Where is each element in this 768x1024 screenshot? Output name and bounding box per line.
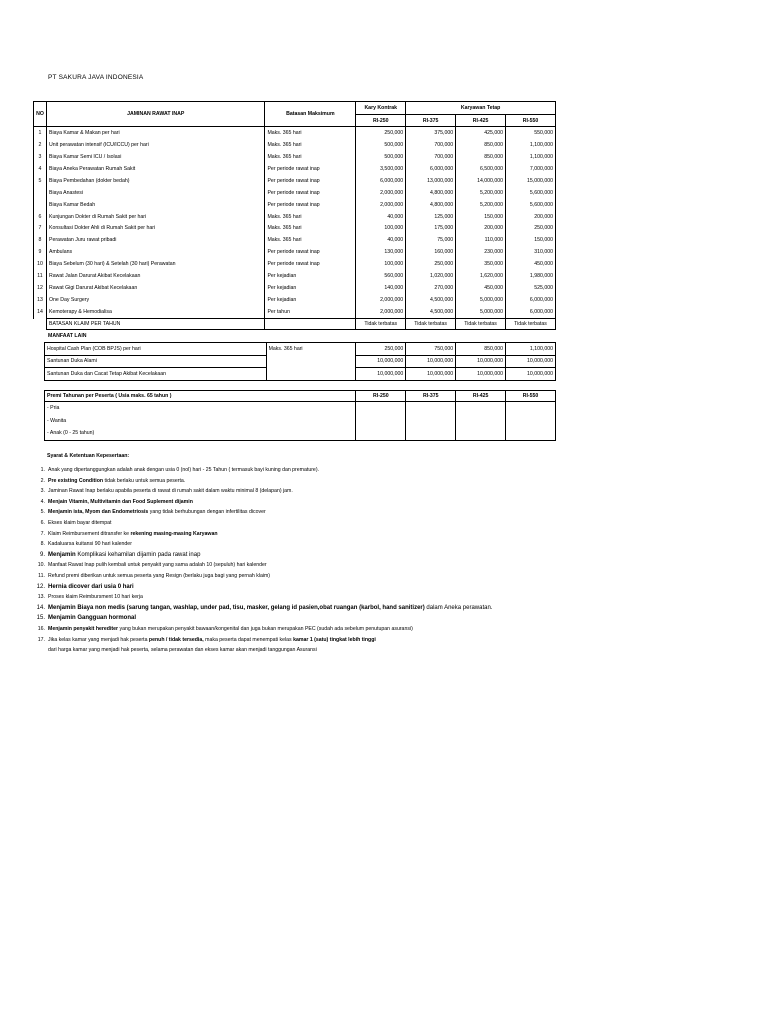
table-row xyxy=(45,368,556,381)
terms-item xyxy=(33,560,733,571)
terms-item xyxy=(33,476,733,487)
benefit-value: 5,600,000 xyxy=(506,187,556,199)
benefit-value: 850,000 xyxy=(456,151,506,163)
benefit-value: 6,000,000 xyxy=(356,175,406,187)
table-row xyxy=(34,234,556,246)
terms-item xyxy=(33,539,733,550)
benefit-value: 10,000,000 xyxy=(406,368,456,381)
terms-item xyxy=(33,635,733,646)
terms-item xyxy=(33,613,733,624)
terms-item xyxy=(33,507,733,518)
benefit-limit xyxy=(266,368,356,381)
benefit-value: 550,000 xyxy=(506,127,556,139)
table-row xyxy=(34,246,556,258)
benefit-name: Santunan Duka dan Cacat Tetap Akibat Kecelakaan xyxy=(45,368,267,381)
terms-item-bold-text: Menjamin xyxy=(48,551,76,558)
row-number: 7 xyxy=(34,223,47,235)
table-row xyxy=(45,427,556,440)
row-number: 1 xyxy=(34,127,47,139)
benefit-value: 450,000 xyxy=(506,258,556,270)
benefit-limit: Maks. 365 hari xyxy=(265,223,356,235)
terms-item-text: yang tidak berhubungan dengan infertilitas dicover xyxy=(148,509,266,516)
benefit-value: 75,000 xyxy=(406,234,456,246)
terms-item xyxy=(33,497,733,508)
benefit-name: Kunjungan Dokter di Rumah Sakit per hari xyxy=(46,211,264,223)
benefit-name: Hospital Cash Plan (COB BPJS) per hari xyxy=(45,343,267,356)
table-row xyxy=(34,151,556,163)
benefit-value: 6,000,000 xyxy=(506,306,556,318)
premium-header-row xyxy=(45,391,556,402)
benefit-value: 250,000 xyxy=(506,223,556,235)
terms-item xyxy=(33,603,733,614)
benefit-value: 1,980,000 xyxy=(506,270,556,282)
benefit-value: 10,000,000 xyxy=(456,368,506,381)
terms-item-number: 8. xyxy=(40,541,45,548)
table-row xyxy=(34,211,556,223)
premium-value xyxy=(456,415,506,428)
col-header-benefit: JAMINAN RAWAT INAP xyxy=(46,102,264,127)
terms-item xyxy=(33,486,733,497)
benefit-value: 175,000 xyxy=(406,223,456,235)
terms-item-text: Manfaat Rawat Inap pulih kembali untuk penyakit yang sama adalah 10 (sepuluh) hari kalender xyxy=(48,562,267,569)
terms-item-bold-text: Pre existing Condition xyxy=(48,477,104,484)
terms-item-bold-text: Menjamin Gangguan hormonal xyxy=(48,615,137,622)
terms-item xyxy=(33,592,733,603)
terms-item-number: 10. xyxy=(37,562,45,569)
benefit-value: 40,000 xyxy=(356,211,406,223)
row-number: 6 xyxy=(34,211,47,223)
terms-item-text: Jika kelas kamar yang menjadi hak peserta xyxy=(48,636,149,643)
premium-value xyxy=(356,427,406,440)
benefit-name: Rawat Gigi Darurat Akibat Kecelakaan xyxy=(46,282,264,294)
benefit-value: 310,000 xyxy=(506,246,556,258)
benefit-value: 425,000 xyxy=(456,127,506,139)
benefit-limit: Per periode rawat inap xyxy=(265,258,356,270)
premium-value xyxy=(356,415,406,428)
premium-value xyxy=(406,427,456,440)
terms-item-number: 5. xyxy=(40,509,45,516)
benefit-value: 10,000,000 xyxy=(356,355,406,368)
table-row xyxy=(45,355,556,368)
terms-item xyxy=(33,624,733,635)
benefit-name: Biaya Kamar Bedah xyxy=(46,199,264,211)
benefit-name: Perawatan Juru rawat pribadi xyxy=(46,234,264,246)
benefit-value: 700,000 xyxy=(406,139,456,151)
terms-item xyxy=(33,571,733,582)
benefit-name: Biaya Pembedahan (dokter bedah) xyxy=(46,175,264,187)
benefit-value: 150,000 xyxy=(456,211,506,223)
benefit-value: 160,000 xyxy=(406,246,456,258)
row-number: 3 xyxy=(34,151,47,163)
terms-item xyxy=(33,465,733,476)
benefit-limit: Maks. 365 hari xyxy=(266,343,356,356)
benefit-name: Biaya Anastesi xyxy=(46,187,264,199)
benefit-value: 850,000 xyxy=(456,139,506,151)
premium-category: - Wanita xyxy=(45,415,356,428)
terms-item-number: 13. xyxy=(37,594,45,601)
benefit-value: 750,000 xyxy=(406,343,456,356)
terms-item xyxy=(33,518,733,529)
benefit-value: 14,000,000 xyxy=(456,175,506,187)
row-number: 12 xyxy=(34,282,47,294)
table-row xyxy=(34,127,556,139)
terms-section xyxy=(33,453,733,656)
col-header-kary-kontrak: Kary Kontrak xyxy=(356,102,406,115)
table-row xyxy=(34,282,556,294)
col-header-plan: RI-375 xyxy=(406,391,456,402)
col-header-karyawan-tetap: Karyawan Tetap xyxy=(406,102,556,115)
benefit-value: 2,000,000 xyxy=(356,294,406,306)
row-number: 13 xyxy=(34,294,47,306)
terms-continuation: dari harga kamar yang menjadi hak peserta, selama perawatan dan ekses kamar akan menjadi tanggungan Asuransi xyxy=(48,647,317,654)
benefit-value: 1,620,000 xyxy=(456,270,506,282)
premium-header: Premi Tahunan per Peserta ( Usia maks. 65 tahun ) xyxy=(45,391,356,402)
terms-item-bold-text: Menjamin ista, Myom dan Endometriosis xyxy=(48,509,149,516)
terms-item-text: Klaim Reimbursement ditransfer ke xyxy=(48,530,131,537)
benefit-name: Biaya Kamar & Makan per hari xyxy=(46,127,264,139)
company-name: PT SAKURA JAVA INDONESIA xyxy=(48,74,144,81)
terms-item-number: 7. xyxy=(40,530,45,537)
benefit-value: 10,000,000 xyxy=(406,355,456,368)
terms-item xyxy=(33,529,733,540)
annual-claim-limit-label: BATASAN KLAIM PER TAHUN xyxy=(46,319,264,330)
row-number: 9 xyxy=(34,246,47,258)
benefit-value: 250,000 xyxy=(356,127,406,139)
terms-item-number: 16. xyxy=(37,625,45,632)
table-row xyxy=(45,402,556,415)
benefit-value: 2,000,000 xyxy=(356,187,406,199)
benefit-name: Kemoterapy & Hemodialisa xyxy=(46,306,264,318)
benefit-value: 5,200,000 xyxy=(456,187,506,199)
terms-item-bold-text: kamar 1 (satu) tingkat lebih tinggi xyxy=(293,636,376,643)
benefit-value: 200,000 xyxy=(506,211,556,223)
benefit-value: 250,000 xyxy=(406,258,456,270)
col-header-plan: RI-550 xyxy=(506,391,556,402)
benefit-value: 850,000 xyxy=(456,343,506,356)
row-number xyxy=(34,199,47,211)
benefit-name: Santunan Duka Alami xyxy=(45,355,267,368)
benefit-value: 15,000,000 xyxy=(506,175,556,187)
benefit-value: 7,000,000 xyxy=(506,163,556,175)
benefit-limit: Maks. 365 hari xyxy=(265,139,356,151)
premium-value xyxy=(506,427,556,440)
premium-value xyxy=(456,427,506,440)
benefit-name: Unit perawatan intensif (ICU/ICCU) per hari xyxy=(46,139,264,151)
table-row xyxy=(34,294,556,306)
terms-title: Syarat & Ketentuan Kepesertaan: xyxy=(47,453,130,459)
row-number xyxy=(34,187,47,199)
table-row xyxy=(34,199,556,211)
terms-item-number: 6. xyxy=(40,519,45,526)
col-header-plan: RI-425 xyxy=(456,115,506,127)
benefit-limit: Per kejadian xyxy=(265,282,356,294)
benefit-limit: Maks. 365 hari xyxy=(265,127,356,139)
benefit-value: 5,600,000 xyxy=(506,199,556,211)
benefit-value: 560,000 xyxy=(356,270,406,282)
row-number: 11 xyxy=(34,270,47,282)
premium-value xyxy=(406,415,456,428)
benefit-value: 4,500,000 xyxy=(406,306,456,318)
premium-category: - Anak (0 - 25 tahun) xyxy=(45,427,356,440)
annual-claim-limit-row xyxy=(34,319,556,330)
benefit-value: 150,000 xyxy=(506,234,556,246)
benefit-value: 100,000 xyxy=(356,223,406,235)
premium-value xyxy=(506,415,556,428)
row-number: 5 xyxy=(34,175,47,187)
benefit-value: 6,500,000 xyxy=(456,163,506,175)
annual-claim-limit-value: Tidak terbatas xyxy=(506,319,556,330)
col-header-plan: RI-425 xyxy=(456,391,506,402)
benefit-name: Biaya Aneka Perawatan Rumah Sakit xyxy=(46,163,264,175)
benefit-limit: Per periode rawat inap xyxy=(265,175,356,187)
benefit-limit: Per kejadian xyxy=(265,270,356,282)
annual-claim-limit-blank xyxy=(265,319,356,330)
terms-item-text: Refund premi diberikan untuk semua peserta yang Resign (berlaku juga bagi yang pernah klaim) xyxy=(48,572,271,579)
benefit-value: 6,000,000 xyxy=(506,294,556,306)
annual-claim-limit-value: Tidak terbatas xyxy=(456,319,506,330)
benefit-value: 4,800,000 xyxy=(406,199,456,211)
benefit-value: 1,100,000 xyxy=(506,343,556,356)
terms-item-text: yang bukan merupakan penyakit bawaan/kongenital dan juga bukan merupakan PEC (sudah ada sebelum penutupan asuransi) xyxy=(118,625,413,632)
benefit-value: 450,000 xyxy=(456,282,506,294)
table-row xyxy=(45,415,556,428)
table-row xyxy=(34,163,556,175)
benefit-name: Biaya Sebelum (30 hari) & Setelah (30 hari) Perawatan xyxy=(46,258,264,270)
table-row xyxy=(34,258,556,270)
table-row xyxy=(45,343,556,356)
terms-item-number: 12. xyxy=(36,583,45,590)
benefit-value: 13,000,000 xyxy=(406,175,456,187)
terms-item-text: Anak yang dipertanggungkan adalah anak dengan usia 0 (nol) hari - 25 Tahun ( termasuk bayi kuning dan premature). xyxy=(48,467,319,473)
terms-item-text: tidak berlaku untuk semua peserta. xyxy=(103,477,186,484)
benefit-name: Konsultasi Dokter Ahli di Rumah Sakit per hari xyxy=(46,223,264,235)
benefit-value: 6,000,000 xyxy=(406,163,456,175)
terms-item-bold-text: Menjamin penyakit herediter xyxy=(48,625,119,632)
benefit-value: 5,000,000 xyxy=(456,294,506,306)
benefit-value: 525,000 xyxy=(506,282,556,294)
table-row xyxy=(34,270,556,282)
table-row xyxy=(34,187,556,199)
terms-item-text: dalam Aneka perawatan. xyxy=(424,604,493,611)
row-number: 14 xyxy=(34,306,47,318)
row-number: 8 xyxy=(34,234,47,246)
other-benefits-table xyxy=(44,342,556,381)
col-header-plan: RI-550 xyxy=(506,115,556,127)
benefit-value: 125,000 xyxy=(406,211,456,223)
benefit-value: 500,000 xyxy=(356,151,406,163)
benefit-value: 700,000 xyxy=(406,151,456,163)
benefit-value: 350,000 xyxy=(456,258,506,270)
benefit-value: 1,100,000 xyxy=(506,151,556,163)
benefit-name: Biaya Kamar Semi ICU / Isolasi xyxy=(46,151,264,163)
terms-item-bold-text: penuh / tidak tersedia, xyxy=(148,636,204,643)
benefit-value: 2,000,000 xyxy=(356,199,406,211)
terms-item xyxy=(33,550,733,561)
premium-value xyxy=(356,402,406,415)
benefit-value: 2,000,000 xyxy=(356,306,406,318)
inpatient-benefit-table xyxy=(33,101,556,330)
col-header-plan: RI-250 xyxy=(356,115,406,127)
benefit-limit: Per periode rawat inap xyxy=(265,163,356,175)
benefit-value: 5,000,000 xyxy=(456,306,506,318)
terms-item xyxy=(33,582,733,593)
terms-item-bold-text: Hernia dicover dari usia 0 hari xyxy=(48,583,134,590)
benefit-value: 10,000,000 xyxy=(506,355,556,368)
benefit-value: 4,800,000 xyxy=(406,187,456,199)
benefit-value: 1,020,000 xyxy=(406,270,456,282)
terms-item-text: Ekses klaim bayar ditempat xyxy=(48,519,112,526)
terms-item-bold-text: Menjain Vitamin, Multivitamin dan Food Suplement dijamin xyxy=(48,498,193,505)
benefit-name: One Day Surgery xyxy=(46,294,264,306)
col-header-plan: RI-250 xyxy=(356,391,406,402)
benefit-limit: Per periode rawat inap xyxy=(265,187,356,199)
terms-item-number: 4. xyxy=(40,498,45,505)
terms-item-number: 14. xyxy=(36,604,45,611)
benefit-value: 100,000 xyxy=(356,258,406,270)
terms-item-number: 2. xyxy=(40,477,45,484)
benefit-limit: Per periode rawat inap xyxy=(265,199,356,211)
benefit-limit: Per kejadian xyxy=(265,294,356,306)
premium-value xyxy=(406,402,456,415)
col-header-no: NO xyxy=(34,102,47,127)
benefit-value: 10,000,000 xyxy=(356,368,406,381)
benefit-value: 40,000 xyxy=(356,234,406,246)
terms-item-text: Proses klaim Reimbursment 10 hari kerja xyxy=(48,594,143,601)
benefit-value: 5,200,000 xyxy=(456,199,506,211)
benefit-limit xyxy=(266,355,356,368)
benefit-value: 3,500,000 xyxy=(356,163,406,175)
terms-item-text: maka peserta dapat menempati kelas xyxy=(203,636,294,643)
terms-item-number: 1. xyxy=(40,467,45,473)
benefit-value: 500,000 xyxy=(356,139,406,151)
row-number: 10 xyxy=(34,258,47,270)
terms-item-text: Kadaluarsa kuitansi 90 hari kalender xyxy=(48,541,132,548)
premium-value xyxy=(456,402,506,415)
benefit-value: 10,000,000 xyxy=(506,368,556,381)
benefit-limit: Per tahun xyxy=(265,306,356,318)
terms-item-number: 9. xyxy=(39,551,45,558)
annual-claim-limit-value: Tidak terbatas xyxy=(356,319,406,330)
premium-table xyxy=(44,390,556,441)
col-header-limit: Batasan Maksimum xyxy=(265,102,356,127)
table-row xyxy=(34,175,556,187)
benefit-value: 375,000 xyxy=(406,127,456,139)
benefit-value: 230,000 xyxy=(456,246,506,258)
terms-item-bold-text: rekening masing-masing Karyawan xyxy=(130,530,218,537)
benefit-value: 130,000 xyxy=(356,246,406,258)
terms-item-number: 17. xyxy=(37,636,45,643)
benefit-value: 140,000 xyxy=(356,282,406,294)
terms-list xyxy=(33,465,733,645)
table-row xyxy=(34,223,556,235)
benefit-value: 1,100,000 xyxy=(506,139,556,151)
premium-category: - Pria xyxy=(45,402,356,415)
benefit-value: 4,500,000 xyxy=(406,294,456,306)
col-header-plan: RI-375 xyxy=(406,115,456,127)
table-row xyxy=(34,306,556,318)
benefit-value: 270,000 xyxy=(406,282,456,294)
benefit-limit: Maks. 365 hari xyxy=(265,151,356,163)
terms-item-bold-text: Menjamin Biaya non medis (sarung tangan, washlap, under pad, tisu, masker, gelang id pasien,obat ruangan (karbol, hand sanitizer) xyxy=(48,604,425,611)
benefit-name: Rawat Jalan Darurat Akibat Kecelakaan xyxy=(46,270,264,282)
benefit-limit: Maks. 365 hari xyxy=(265,234,356,246)
terms-item-number: 15. xyxy=(36,615,45,622)
row-number: 2 xyxy=(34,139,47,151)
other-benefits-title: MANFAAT LAIN xyxy=(48,333,87,339)
terms-item-number: 3. xyxy=(40,488,45,495)
benefit-value: 200,000 xyxy=(456,223,506,235)
benefit-value: 110,000 xyxy=(456,234,506,246)
terms-item-text: Komplikasi kehamilan dijamin pada rawat inap xyxy=(75,551,201,558)
benefit-value: 10,000,000 xyxy=(456,355,506,368)
row-number: 4 xyxy=(34,163,47,175)
annual-claim-limit-value: Tidak terbatas xyxy=(406,319,456,330)
table-row xyxy=(34,139,556,151)
terms-item-text: Jaminan Rawat Inap berlaku apabila peserta di rawat di rumah sakit dalam waktu minimal 8 (delapan) jam. xyxy=(48,488,293,495)
benefit-name: Ambulans xyxy=(46,246,264,258)
benefit-limit: Per periode rawat inap xyxy=(265,246,356,258)
terms-item-number: 11. xyxy=(38,572,45,579)
premium-value xyxy=(506,402,556,415)
benefit-limit: Maks. 365 hari xyxy=(265,211,356,223)
benefit-value: 250,000 xyxy=(356,343,406,356)
